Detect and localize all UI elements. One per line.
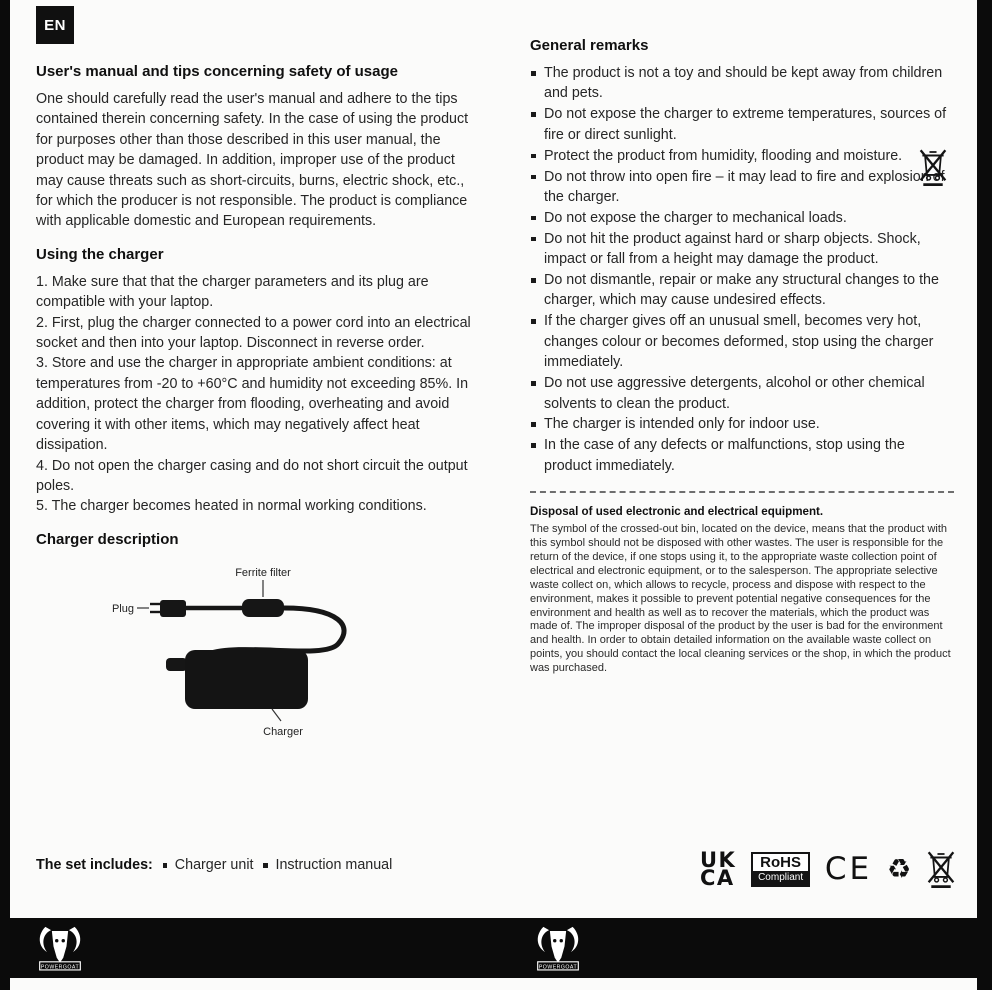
powergoat-wordmark: POWERGOAT: [40, 964, 80, 971]
remark-text: The charger is intended only for indoor use.: [544, 416, 820, 433]
remark-item: [530, 311, 954, 372]
using-charger-heading: Using the charger: [36, 245, 164, 263]
remark-text: The product is not a toy and should be kept away from children and pets.: [544, 65, 943, 102]
remark-item: [530, 435, 954, 476]
cable-stub: [166, 658, 187, 671]
powergoat-wordmark: POWERGOAT: [538, 964, 578, 971]
weee-bin-icon: [918, 146, 948, 188]
rohs-title: RoHS: [760, 853, 802, 871]
ferrite-filter-label: Ferrite filter: [235, 566, 291, 579]
usage-steps: [36, 272, 472, 517]
goat-horn-right: [69, 927, 80, 952]
step-item: 4. Do not open the charger casing and do not short circuit the output poles.: [36, 457, 468, 494]
goat-head: [52, 931, 68, 963]
language-badge: EN: [36, 6, 74, 44]
remark-item: [530, 167, 954, 208]
remark-item: [530, 414, 954, 434]
compliance-marks: [700, 843, 956, 895]
set-item: Charger unit: [163, 857, 254, 873]
set-includes-line: [36, 857, 472, 873]
charger-brick: [185, 650, 308, 709]
safety-paragraph: One should carefully read the user's manual and adhere to the tips contained therein concerning safety. In the case of using the product for purposes other than those described in this user manual, the product may be damaged. In addition, improper use of the product may cause threats such as short-circuits, burns, electric shock, etc., for which the producer is not responsible. The product is compliance with applicable domestic and European requirements.: [36, 91, 469, 230]
set-includes-label: The set includes:: [36, 857, 153, 873]
disposal-paragraph: The symbol of the crossed-out bin, located on the device, means that the product with this symbol should not be disposed with other wastes. The user is responsible for the return of the device, if one stops using it, to the appropriate waste collection point of electrical and electronic equipment, or to the salesperson. The appropriate selective waste collect on, which allows to recycle, process and dispose with respect to the environment, makes it possible to prevent potential negative consequences for the environment and health as well as to recover the materials, which the product was made of. The improper disposal of the product by the user is bad for the environment and health. In order to obtain detailed information on the available waste collect on points, you should contact the local cleaning services or the shop, in which the product was purchased.: [530, 523, 951, 675]
goat-horn-right: [567, 927, 578, 952]
ukca-bottom: CA: [700, 866, 735, 890]
ce-mark: CE: [824, 851, 873, 887]
ferrite-filter: [242, 599, 284, 617]
remark-text: Do not expose the charger to extreme temperatures, sources of fire or direct sunlight.: [544, 106, 947, 143]
step-item: 3. Store and use the charger in appropriate ambient conditions: at temperatures from -20 to +60°C and humidity not exceeding 85%. In addition, protect the charger from flooding, overheating and avoid covering it with other items, which may negatively affect heat dissipation.: [36, 355, 469, 454]
charger-diagram: [36, 563, 470, 747]
right-column: [530, 36, 954, 676]
plug-connector: [160, 600, 186, 617]
ukca-mark: [700, 848, 737, 890]
remark-text: Do not expose the charger to mechanical loads.: [544, 209, 847, 226]
ukca-top: UK: [700, 848, 737, 872]
plug-label: Plug: [111, 602, 134, 615]
goat-head: [550, 931, 566, 963]
remark-text: If the charger gives off an unusual smell, becomes very hot, changes colour or becomes deformed, stop using the charger immediately.: [544, 313, 934, 371]
recycle-icon: ♻: [886, 853, 912, 885]
left-column: [36, 62, 472, 747]
goat-horn-left: [40, 927, 51, 952]
general-remarks-heading: General remarks: [530, 37, 649, 54]
remark-item: [530, 229, 954, 270]
remark-item: [530, 146, 954, 166]
remark-item: [530, 373, 954, 414]
set-item: Instruction manual: [263, 857, 392, 873]
dashed-separator: [530, 491, 954, 493]
page-edge-left: [0, 0, 10, 990]
goat-horn-left: [538, 927, 549, 952]
powergoat-logo: [532, 922, 584, 979]
remarks-list: [530, 63, 954, 476]
rohs-subtitle: Compliant: [753, 871, 808, 885]
remark-item: [530, 63, 954, 104]
step-item: 2. First, plug the charger connected to a power cord into an electrical socket and then into your laptop. Disconnect in reverse order.: [36, 314, 471, 352]
step-item: 1. Make sure that that the charger parameters and its plug are compatible with your laptop.: [36, 273, 429, 311]
charger-label: Charger: [263, 725, 303, 738]
remark-item: [530, 270, 954, 311]
remark-item: [530, 104, 954, 145]
step-item: 5. The charger becomes heated in normal working conditions.: [36, 498, 427, 515]
remark-text: Do not throw into open fire – it may lead to fire and explosion of the charger.: [544, 168, 945, 205]
remark-text: Do not hit the product against hard or sharp objects. Shock, impact or fall from a height may damage the product.: [544, 230, 921, 268]
page-edge-right: [977, 0, 992, 990]
charger-description-heading: Charger description: [36, 530, 179, 548]
remark-text: Do not use aggressive detergents, alcohol or other chemical solvents to clean the product.: [544, 375, 925, 412]
disposal-heading: Disposal of used electronic and electrical equipment.: [530, 505, 824, 519]
remark-item: [530, 208, 954, 228]
weee-bin-icon: [926, 848, 956, 890]
safety-heading: User's manual and tips concerning safety of usage: [36, 63, 398, 80]
remark-text: In the case of any defects or malfunctions, stop using the product immediately.: [544, 437, 905, 474]
rohs-mark: [751, 852, 810, 887]
remark-text: Do not dismantle, repair or make any structural changes to the charger, which may cause undesired effects.: [544, 272, 939, 309]
footer-bar: [0, 918, 992, 978]
powergoat-logo: [34, 922, 86, 979]
remark-text: Protect the product from humidity, flooding and moisture.: [544, 147, 903, 164]
